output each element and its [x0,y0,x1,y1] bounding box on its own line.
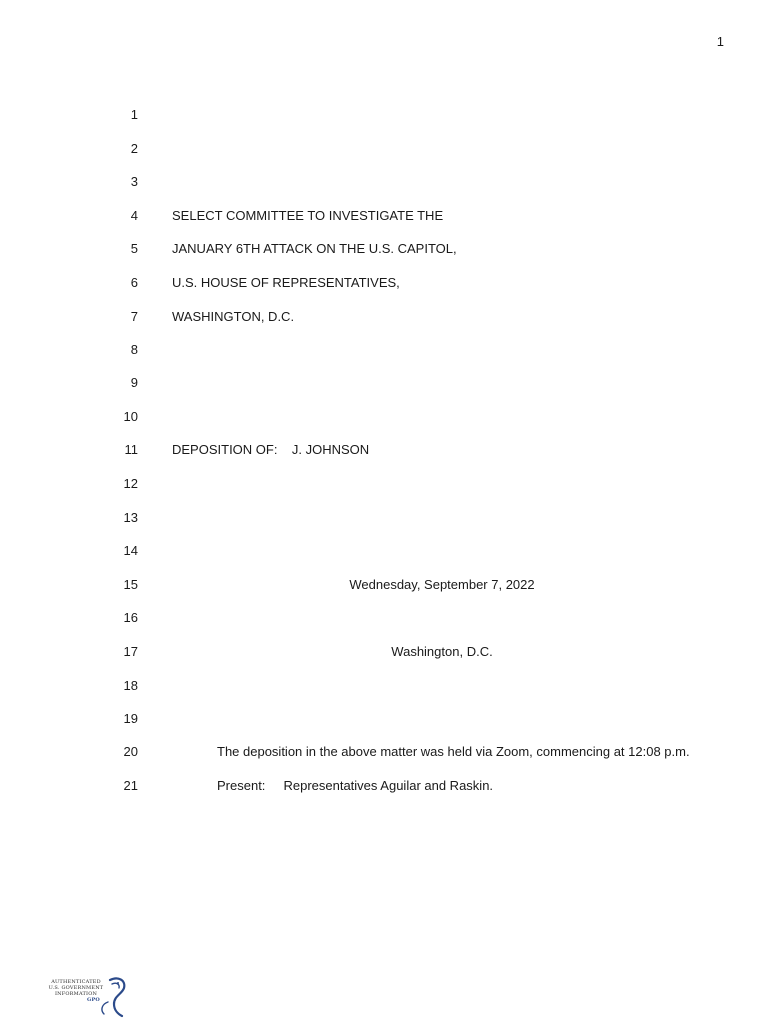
transcript-line [0,105,768,125]
transcript-line [0,575,768,595]
line-number: 9 [130,375,138,390]
transcript-line [0,172,768,192]
transcript-line [0,307,768,327]
deposition-of: DEPOSITION OF: J. JOHNSON [172,442,370,457]
line-number: 11 [124,442,138,457]
transcript-line [0,642,768,662]
committee-location: WASHINGTON, D.C. [172,309,295,324]
line-number: 1 [130,107,138,122]
line-number: 14 [123,543,138,558]
committee-title-line-1: SELECT COMMITTEE TO INVESTIGATE THE [172,208,444,223]
transcript-line [0,776,768,796]
line-number: 13 [123,510,138,525]
line-number: 6 [130,275,138,290]
line-number: 10 [123,409,138,424]
line-number: 20 [123,744,138,759]
seal-text-line: INFORMATION [54,991,98,997]
committee-title-line-3: U.S. HOUSE OF REPRESENTATIVES, [172,275,400,290]
seal-text-line: GPO [87,997,100,1003]
deposition-date: Wednesday, September 7, 2022 [349,577,535,592]
transcript-line [0,541,768,561]
seal-text-line: U.S. GOVERNMENT [48,985,104,991]
transcript-line [0,508,768,528]
present-statement: Present: Representatives Aguilar and Raskin. [217,778,494,793]
transcript-line [0,139,768,159]
line-number: 8 [130,342,138,357]
committee-title-line-2: JANUARY 6TH ATTACK ON THE U.S. CAPITOL, [172,241,457,256]
line-number: 7 [130,309,138,324]
line-number: 2 [130,141,138,156]
line-number: 18 [123,678,138,693]
line-number: 17 [123,644,138,659]
transcript-line [0,373,768,393]
transcript-line [0,206,768,226]
deposition-location: Washington, D.C. [391,644,493,659]
line-number: 19 [123,711,138,726]
line-number: 3 [130,174,138,189]
seal-text-line: AUTHENTICATED [51,979,101,985]
transcript-line [0,239,768,259]
line-number: 4 [130,208,138,223]
transcript-line [0,676,768,696]
deposition-statement: The deposition in the above matter was held via Zoom, commencing at 12:08 p.m. [217,744,690,759]
line-number: 12 [123,476,138,491]
transcript-line [0,608,768,628]
line-number: 16 [123,610,138,625]
transcript-line [0,474,768,494]
transcript-line [0,440,768,460]
transcript-line [0,742,768,762]
transcript-line [0,273,768,293]
transcript-line [0,709,768,729]
transcript-line [0,407,768,427]
line-number: 21 [123,778,138,793]
gpo-authentication-seal [44,974,128,1018]
page-number: 1 [716,34,724,49]
transcript-line [0,340,768,360]
line-number: 5 [130,241,138,256]
eagle-icon [44,974,128,1018]
line-number: 15 [123,577,138,592]
